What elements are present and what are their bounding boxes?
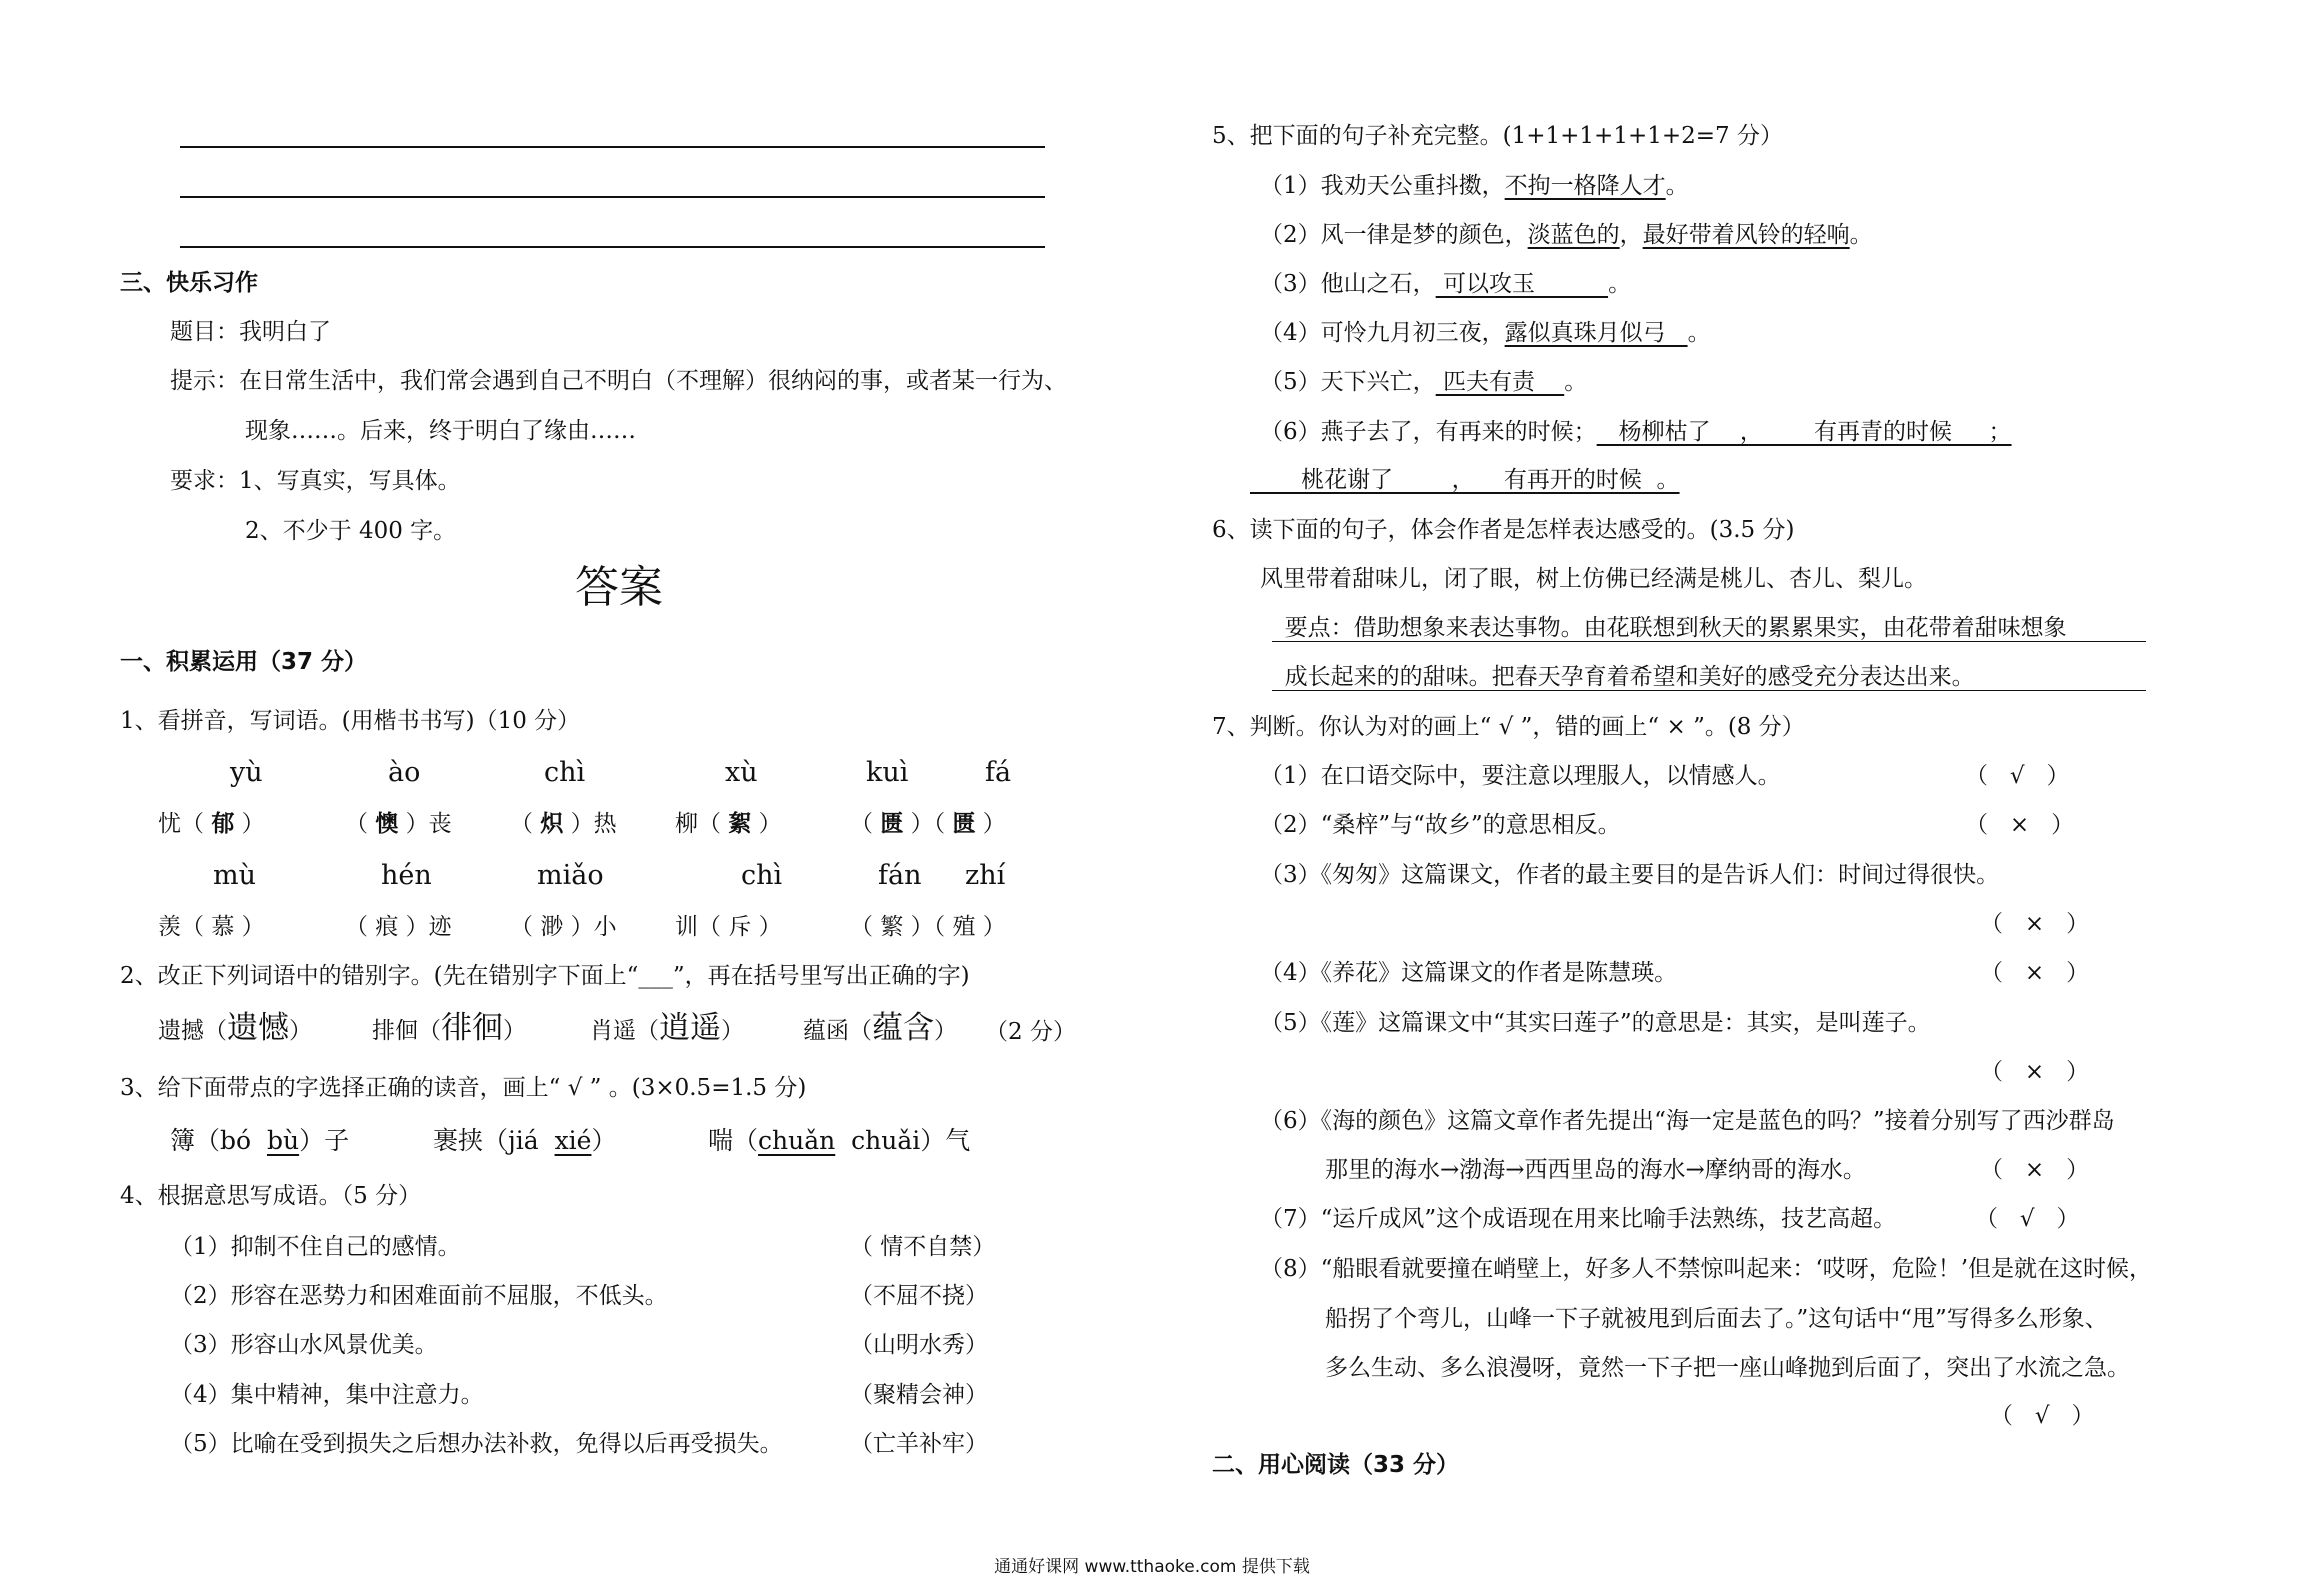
word-2-4: 训（ 斥 ） bbox=[675, 914, 782, 940]
word-2-5: （ 繁 ）（ 殖 ） bbox=[850, 914, 1006, 940]
essay-requirement-2: 2、不少于 400 字。 bbox=[245, 518, 457, 544]
essay-topic: 题目：我明白了 bbox=[170, 319, 331, 345]
essay-requirement-1: 要求：1、写真实，写具体。 bbox=[170, 468, 461, 494]
q2-score: （2 分） bbox=[985, 1019, 1076, 1045]
writing-line-1 bbox=[180, 146, 1045, 148]
q4-answer-3: （山明水秀） bbox=[850, 1332, 988, 1358]
question-1: 1、看拼音，写词语。(用楷书书写)（10 分） bbox=[120, 708, 581, 734]
q7-item-6: （6）《海的颜色》这篇文章作者先提出“海一定是蓝色的吗？”接着分别写了西沙群岛 bbox=[1260, 1108, 2115, 1134]
question-3: 3、给下面带点的字选择正确的读音，画上“ √ ” 。(3×0.5=1.5 分) bbox=[120, 1075, 807, 1101]
word-1-5: （ 匮 ）（ 匮 ） bbox=[850, 810, 1006, 837]
q7-mark-2: （ × ） bbox=[1965, 812, 2075, 838]
q6-answer-line1: 要点：借助想象来表达事物。由花联想到秋天的累累果实，由花带着甜味想象 bbox=[1270, 615, 2067, 641]
pinyin-1-5: kuì bbox=[866, 757, 909, 788]
pinyin-1-4: xù bbox=[725, 757, 758, 788]
writing-line-2 bbox=[180, 196, 1045, 198]
question-5: 5、把下面的句子补充完整。(1+1+1+1+1+2=7 分） bbox=[1212, 123, 1783, 149]
pinyin-2-1: mù bbox=[213, 860, 256, 891]
pinyin-2-6: zhí bbox=[965, 860, 1006, 891]
question-7: 7、判断。你认为对的画上“ √ ”，错的画上“ × ”。(8 分） bbox=[1212, 714, 1805, 740]
section1-title: 一、积累运用（37 分） bbox=[120, 649, 368, 675]
q5-item-2: （2）风一律是梦的颜色，淡蓝色的，最好带着风铃的轻响。 bbox=[1260, 222, 1873, 248]
q4-item-1: （1）抑制不住自己的感情。 bbox=[170, 1234, 461, 1260]
q2-item-4: 蕴函（蕴含） bbox=[803, 1010, 957, 1046]
writing-line-3 bbox=[180, 246, 1045, 248]
pinyin-1-2: ào bbox=[388, 757, 421, 788]
q6-answer-line2: 成长起来的的甜味。把春天孕育着希望和美好的感受充分表达出来。 bbox=[1270, 664, 1975, 690]
q4-answer-1: （ 情不自禁） bbox=[850, 1234, 996, 1260]
word-2-3: （ 渺 ）小 bbox=[510, 914, 617, 940]
word-1-4: 柳（ 絮 ） bbox=[675, 810, 782, 837]
pinyin-2-3: miǎo bbox=[537, 860, 604, 891]
q2-item-2: 排佪（徘徊） bbox=[372, 1010, 526, 1046]
q3-item-c: 喘（chuǎn chuǎi）气 bbox=[708, 1126, 971, 1155]
q7-item-8: （8）“船眼看就要撞在峭壁上，好多人不禁惊叫起来：‘哎呀，危险！’但是就在这时候， bbox=[1260, 1256, 2153, 1282]
q7-item-1: （1）在口语交际中，要注意以理服人，以情感人。 bbox=[1260, 763, 1781, 789]
section3-title: 三、快乐习作 bbox=[120, 270, 258, 296]
pinyin-2-5: fán bbox=[878, 860, 922, 891]
word-2-2: （ 痕 ）迹 bbox=[345, 914, 452, 940]
q7-item-8-line2: 船拐了个弯儿，山峰一下子就被甩到后面去了。”这句话中“甩”写得多么形象、 bbox=[1325, 1306, 2108, 1332]
answer-heading: 答案 bbox=[575, 562, 663, 613]
q5-item-3: （3）他山之石， 可以攻玉 。 bbox=[1260, 271, 1632, 297]
word-2-1: 羡（ 慕 ） bbox=[158, 914, 265, 940]
question-2: 2、改正下列词语中的错别字。(先在错别字下面上“___”，再在括号里写出正确的字) bbox=[120, 963, 970, 989]
pinyin-1-3: chì bbox=[544, 757, 586, 788]
q6-answer-underline-2 bbox=[1272, 690, 2146, 691]
q3-item-a: 簿（bó bù）子 bbox=[170, 1126, 350, 1155]
q2-item-1: 遗撼（遗憾） bbox=[158, 1010, 312, 1046]
q7-item-7: （7）“运斤成风”这个成语现在用来比喻手法熟练，技艺高超。 bbox=[1260, 1206, 1897, 1232]
q7-mark-4: （ × ） bbox=[1980, 960, 2090, 986]
section2-title: 二、用心阅读（33 分） bbox=[1212, 1452, 1460, 1478]
q5-item-1: （1）我劝天公重抖擞，不拘一格降人才。 bbox=[1260, 173, 1689, 199]
q5-item-6: （6）燕子去了，有再来的时候； 杨柳枯了 ， 有再青的时候 ； bbox=[1260, 419, 2012, 445]
q4-item-4: （4）集中精神，集中注意力。 bbox=[170, 1382, 484, 1408]
q6-answer-underline-1 bbox=[1272, 641, 2146, 642]
q4-answer-2: （不屈不挠） bbox=[850, 1283, 988, 1309]
q7-item-5: （5）《莲》这篇课文中“其实曰莲子”的意思是：其实，是叫莲子。 bbox=[1260, 1010, 1931, 1036]
pinyin-1-1: yù bbox=[230, 757, 263, 788]
essay-hint-line2: 现象……。后来，终于明白了缘由…… bbox=[245, 418, 636, 444]
q2-item-3: 肖遥（逍遥） bbox=[590, 1010, 744, 1046]
q7-mark-1: （ √ ） bbox=[1965, 763, 2070, 789]
q4-answer-4: （聚精会神） bbox=[850, 1382, 988, 1408]
q4-item-3: （3）形容山水风景优美。 bbox=[170, 1332, 438, 1358]
q4-item-2: （2）形容在恶势力和困难面前不屈服，不低头。 bbox=[170, 1283, 668, 1309]
q7-item-2: （2）“桑梓”与“故乡”的意思相反。 bbox=[1260, 812, 1621, 838]
q7-mark-7: （ √ ） bbox=[1975, 1206, 2080, 1232]
q7-item-6-line2: 那里的海水→渤海→西西里岛的海水→摩纳哥的海水。 bbox=[1325, 1157, 1866, 1183]
q4-item-5: （5）比喻在受到损失之后想办法补救，免得以后再受损失。 bbox=[170, 1431, 783, 1457]
q7-mark-5: （ × ） bbox=[1980, 1059, 2090, 1085]
word-1-2: （ 懊 ）丧 bbox=[345, 810, 452, 837]
q7-item-3: （3）《匆匆》这篇课文，作者的最主要目的是告诉人们：时间过得很快。 bbox=[1260, 862, 2000, 888]
q4-answer-5: （亡羊补牢） bbox=[850, 1431, 988, 1457]
q7-item-4: （4）《养花》这篇课文的作者是陈慧瑛。 bbox=[1260, 960, 1678, 986]
q5-item-6-line2: 桃花谢了 ， 有再开的时候 。 bbox=[1250, 467, 1680, 493]
q7-mark-8: （ √ ） bbox=[1990, 1403, 2095, 1429]
q7-mark-6: （ × ） bbox=[1980, 1157, 2090, 1183]
q5-item-4: （4）可怜九月初三夜，露似真珠月似弓 。 bbox=[1260, 320, 1711, 346]
q6-sentence: 风里带着甜味儿，闭了眼，树上仿佛已经满是桃儿、杏儿、梨儿。 bbox=[1260, 566, 1927, 592]
word-1-1: 忧（ 郁 ） bbox=[158, 810, 265, 837]
pinyin-2-4: chì bbox=[741, 860, 783, 891]
q7-mark-3: （ × ） bbox=[1980, 911, 2090, 937]
footer-credit: 通通好课网 www.tthaoke.com 提供下载 bbox=[994, 1557, 1310, 1577]
q5-item-5: （5）天下兴亡， 匹夫有责 。 bbox=[1260, 369, 1588, 395]
q7-item-8-line3: 多么生动、多么浪漫呀，竟然一下子把一座山峰抛到后面了，突出了水流之急。 bbox=[1325, 1355, 2130, 1381]
pinyin-2-2: hén bbox=[381, 860, 432, 891]
question-6: 6、读下面的句子，体会作者是怎样表达感受的。(3.5 分) bbox=[1212, 517, 1795, 543]
question-4: 4、根据意思写成语。（5 分） bbox=[120, 1183, 422, 1209]
pinyin-1-6: fá bbox=[985, 757, 1012, 788]
word-1-3: （ 炽 ）热 bbox=[510, 810, 617, 837]
q3-item-b: 裹挟（jiá xié） bbox=[433, 1126, 617, 1155]
essay-hint-line1: 提示：在日常生活中，我们常会遇到自己不明白（不理解）很纳闷的事，或者某一行为、 bbox=[170, 368, 1067, 394]
